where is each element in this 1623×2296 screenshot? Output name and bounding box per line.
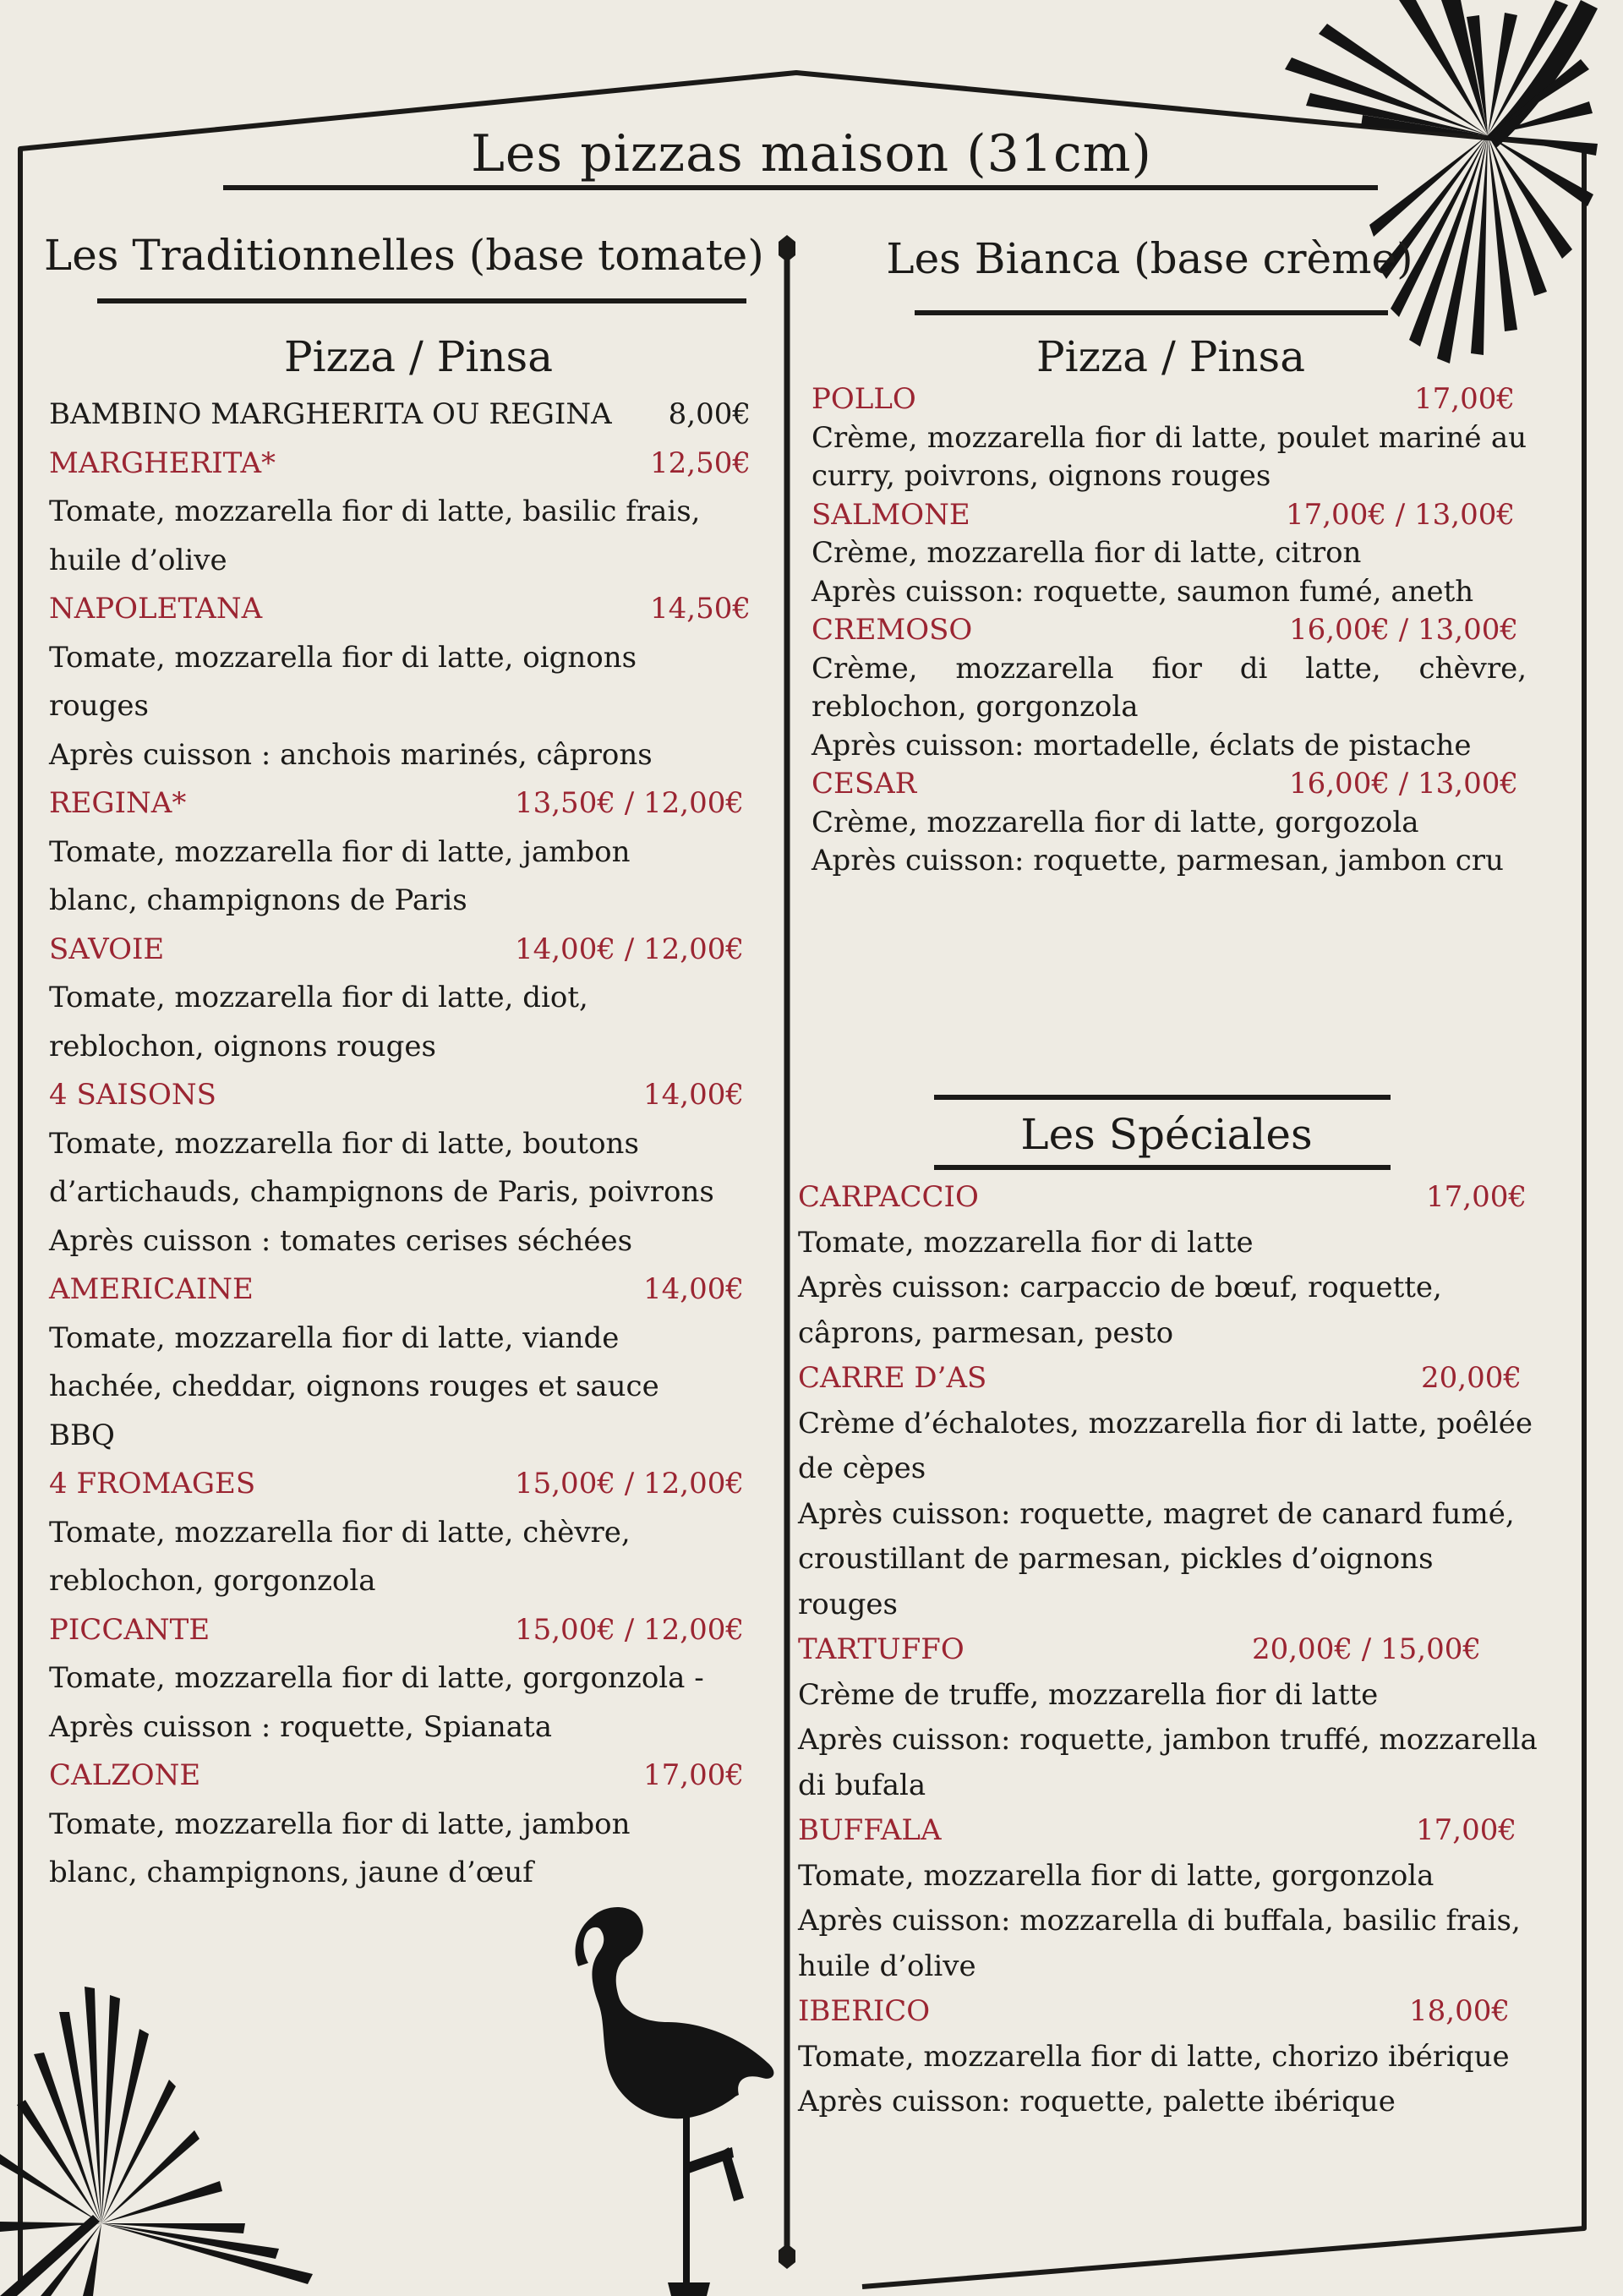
item-description: Tomate, mozzarella fior di latte, gorgonzola [798, 1858, 1434, 1893]
item-name: REGINA* [49, 786, 187, 820]
item-price: 14,50€ [650, 592, 751, 626]
bianca-heading: Les Bianca (base crème) [886, 234, 1413, 283]
list-item [49, 1071, 752, 1266]
item-price: 8,00€ [668, 397, 751, 431]
list-item [798, 1808, 1584, 1989]
list-item [798, 1175, 1584, 1356]
item-description: Crème, mozzarella fior di latte, chèvre, reblochon, gorgonzola [812, 651, 1527, 724]
item-description: Après cuisson: roquette, jambon truffé, mozzarella [798, 1723, 1538, 1757]
item-price: 17,00€ [1416, 1813, 1516, 1847]
item-price: 14,00€ [643, 1272, 744, 1306]
item-name: CREMOSO [812, 613, 973, 647]
list-item [49, 585, 752, 779]
item-name: CARRE D’AS [798, 1361, 987, 1395]
item-price: 15,00€ / 12,00€ [514, 1612, 744, 1647]
item-price: 15,00€ / 12,00€ [514, 1467, 744, 1501]
item-price: 20,00€ [1421, 1361, 1522, 1395]
traditionnelles-underline [97, 298, 746, 303]
list-item [798, 1627, 1584, 1808]
speciales-list [798, 1175, 1584, 2125]
item-description: croustillant de parmesan, pickles d’oignons [798, 1542, 1434, 1576]
item-description: huile d’olive [798, 1949, 976, 1983]
item-name: MARGHERITA* [49, 446, 276, 480]
item-name: TARTUFFO [798, 1632, 965, 1666]
list-item [812, 496, 1527, 612]
item-description: Après cuisson : anchois marinés, câprons [49, 737, 653, 772]
item-name: CARPACCIO [798, 1180, 979, 1214]
item-name: SAVOIE [49, 932, 165, 966]
list-item [798, 1356, 1584, 1627]
item-description: Crème de truffe, mozzarella fior di latte [798, 1677, 1379, 1712]
list-item [812, 380, 1527, 496]
item-description: reblochon, gorgonzola [49, 1564, 376, 1598]
item-description: Après cuisson : roquette, Spianata [49, 1709, 552, 1744]
list-item [49, 1266, 752, 1460]
item-price: 17,00€ [1426, 1180, 1527, 1214]
item-description: Crème, mozzarella fior di latte, poulet mariné au curry, poivrons, oignons rouges [812, 420, 1527, 493]
item-name: AMERICAINE [49, 1272, 254, 1306]
item-name: SALMONE [812, 497, 970, 532]
item-description: Tomate, mozzarella fior di latte, jambon [49, 834, 631, 869]
item-description: blanc, champignons, jaune d’œuf [49, 1856, 533, 1889]
item-price: 16,00€ / 13,00€ [1288, 767, 1518, 801]
item-description: Tomate, mozzarella fior di latte, gorgonzola - [49, 1661, 704, 1695]
item-price: 12,50€ [650, 446, 751, 480]
item-description: Tomate, mozzarella fior di latte, chèvre, [49, 1515, 631, 1550]
list-item [49, 926, 752, 1072]
item-description: reblochon, oignons rouges [49, 1029, 436, 1063]
item-name: BUFFALA [798, 1813, 942, 1847]
item-description: rouges [798, 1587, 898, 1621]
item-description: Après cuisson: mozzarella di buffala, basilic frais, [798, 1904, 1521, 1938]
item-description: Après cuisson: roquette, parmesan, jambon cru [812, 844, 1504, 877]
item-description: Tomate, mozzarella fior di latte, chorizo ibérique [798, 2039, 1510, 2074]
list-item [49, 1460, 752, 1606]
item-price: 17,00€ [643, 1758, 744, 1792]
item-description: câprons, parmesan, pesto [798, 1315, 1174, 1350]
traditionnelles-list [49, 391, 752, 1898]
speciales-overline [934, 1095, 1391, 1100]
item-description: Tomate, mozzarella fior di latte, boutons [49, 1126, 639, 1161]
item-description: Tomate, mozzarella fior di latte, diot, [49, 981, 588, 1014]
traditionnelles-heading: Les Traditionnelles (base tomate) [44, 231, 764, 280]
bianca-list [812, 380, 1527, 881]
item-description: Tomate, mozzarella fior di latte, jambon [49, 1807, 631, 1841]
item-name: IBERICO [798, 1994, 931, 2028]
item-description: Tomate, mozzarella fior di latte, basilic frais, [49, 495, 701, 528]
item-description: Après cuisson: roquette, palette ibérique [798, 2085, 1396, 2118]
item-price: 16,00€ / 13,00€ [1288, 613, 1518, 647]
item-description: Après cuisson: mortadelle, éclats de pistache [812, 728, 1472, 763]
list-item [49, 440, 752, 586]
item-description: Tomate, mozzarella fior di latte, oignons [49, 640, 637, 675]
intro-item [49, 391, 751, 440]
list-item [798, 1989, 1584, 2125]
speciales-heading: Les Spéciales [1020, 1110, 1313, 1159]
item-name: CALZONE [49, 1758, 201, 1792]
item-price: 14,00€ / 12,00€ [514, 932, 744, 966]
item-price: 14,00€ [643, 1078, 744, 1112]
page-title: Les pizzas maison (31cm) [471, 124, 1152, 183]
item-name: 4 FROMAGES [49, 1467, 256, 1501]
item-description: Tomate, mozzarella fior di latte, viande [49, 1320, 620, 1355]
item-description: Après cuisson : tomates cerises séchées [49, 1223, 633, 1258]
item-name: PICCANTE [49, 1612, 210, 1647]
list-item [812, 765, 1527, 881]
item-description: hachée, cheddar, oignons rouges et sauce [49, 1369, 659, 1403]
item-price: 17,00€ [1414, 382, 1515, 416]
bianca-underline [915, 310, 1388, 315]
item-description: Après cuisson: roquette, magret de canard fumé, [798, 1496, 1515, 1531]
list-item [49, 1606, 752, 1752]
bianca-subheading: Pizza / Pinsa [1036, 332, 1306, 381]
item-description: d’artichauds, champignons de Paris, poivrons [49, 1175, 714, 1209]
item-description: Crème, mozzarella fior di latte, citron [812, 536, 1362, 570]
item-price: 17,00€ / 13,00€ [1285, 497, 1515, 532]
list-item [49, 1752, 752, 1898]
item-description: di bufala [798, 1768, 926, 1802]
item-name: CESAR [812, 767, 917, 801]
list-item [812, 611, 1527, 765]
list-item [49, 779, 752, 926]
item-description: Après cuisson: roquette, saumon fumé, aneth [812, 574, 1474, 609]
item-price: 13,50€ / 12,00€ [514, 786, 744, 820]
item-description: blanc, champignons de Paris [49, 883, 467, 917]
item-name: BAMBINO MARGHERITA OU REGINA [49, 397, 612, 431]
item-price: 18,00€ [1409, 1994, 1510, 2028]
item-description: Crème d’échalotes, mozzarella fior di latte, poêlée [798, 1406, 1533, 1440]
item-description: de cèpes [798, 1451, 926, 1485]
speciales-underline [934, 1165, 1391, 1170]
item-description: BBQ [49, 1418, 115, 1452]
item-name: 4 SAISONS [49, 1078, 216, 1112]
traditionnelles-subheading: Pizza / Pinsa [283, 332, 554, 381]
item-description: Tomate, mozzarella fior di latte [798, 1225, 1254, 1260]
item-description: Après cuisson: carpaccio de bœuf, roquette, [798, 1271, 1442, 1304]
item-name: POLLO [812, 382, 916, 416]
item-description: huile d’olive [49, 543, 227, 577]
title-underline [223, 185, 1378, 190]
item-name: NAPOLETANA [49, 592, 263, 626]
item-description: Crème, mozzarella fior di latte, gorgozola [812, 805, 1419, 839]
item-description: rouges [49, 689, 149, 723]
item-price: 20,00€ / 15,00€ [1251, 1632, 1481, 1666]
